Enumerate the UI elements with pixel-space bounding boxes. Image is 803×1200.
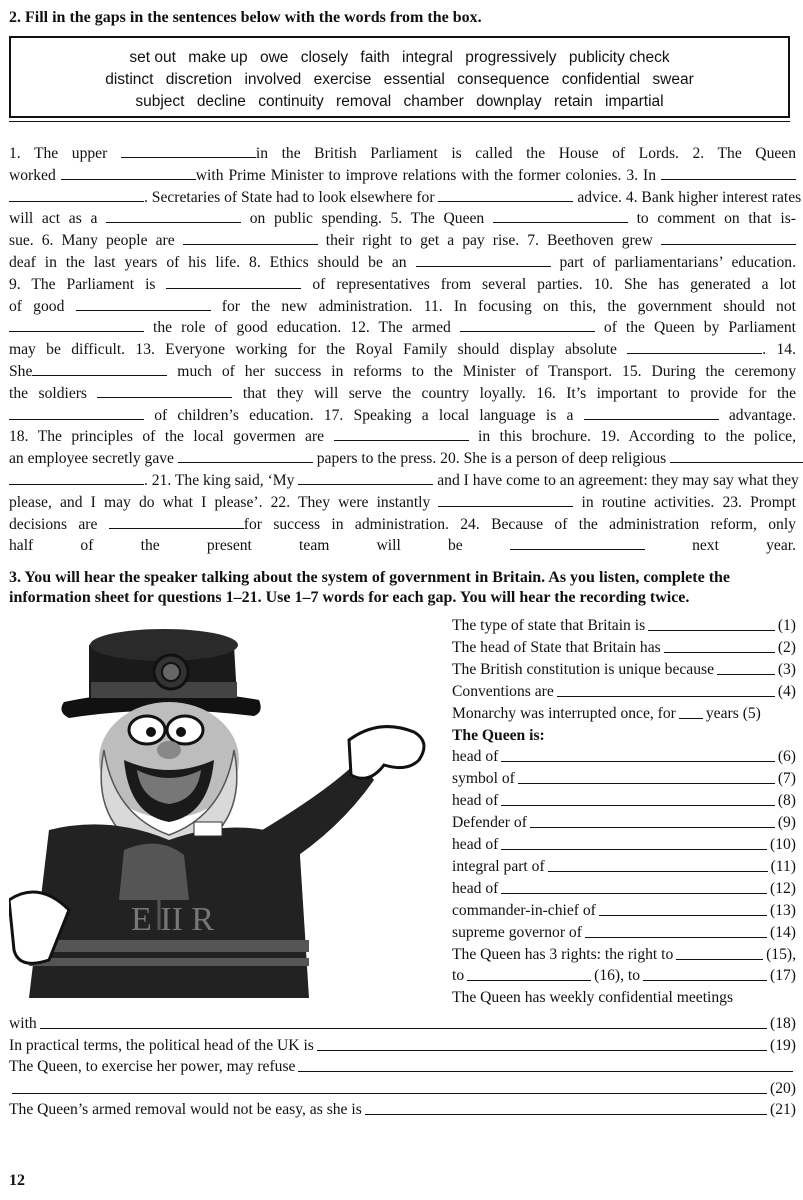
paragraph-text: part of parliamentarians’ education. [550,254,796,271]
word-box-row [11,47,788,68]
answer-gap[interactable] [416,252,551,267]
paragraph-line [9,448,796,470]
info-sheet-item [452,701,796,723]
answer-gap[interactable] [334,426,469,441]
word-item: owe [259,49,289,66]
answer-gap[interactable] [548,870,768,872]
info-sheet-label: with [9,1015,37,1032]
word-item: confidential [561,71,641,88]
paragraph-line [9,426,796,448]
question-number: (6) [777,748,796,766]
question-number: (19) [770,1036,796,1054]
answer-gap[interactable] [9,470,144,485]
info-sheet-item [452,876,796,898]
info-sheet-label: head of [452,879,499,897]
paragraph-text: an employee secretly gave [9,450,178,468]
info-sheet-label: The Queen has weekly confidential meetings [452,989,734,1007]
info-sheet-label: Defender of [452,814,527,832]
word-item: decline [196,93,246,110]
info-sheet-label: The Queen, to exercise her power, may refuse [9,1058,296,1075]
info-sheet-label: Monarchy was interrupted once, for [452,704,676,722]
info-sheet-item [452,613,796,635]
page-number: 12 [9,1172,25,1189]
paragraph-text: in routine activities. 23. Prompt [573,493,796,511]
info-sheet-label: head of [452,836,499,853]
section3-heading: 3. You will hear the speaker talking about the system of government in Britain. As you listen, complete the information sheet for questions 1–21. Use 1–7 words for each gap. You will hear the recording twice. [9,569,731,606]
question-number: (14) [770,923,796,941]
paragraph-line [9,187,802,209]
paragraph-text: please, and I may do what I please’. 22. They were instantly [9,493,439,511]
paragraph-text: the role of good education. 12. The armed [144,319,460,337]
word-item: swear [652,71,694,88]
question-number: (12) [770,879,796,897]
answer-gap[interactable] [557,695,775,697]
answer-gap[interactable] [178,448,313,463]
info-sheet-item [9,1011,796,1033]
paragraph-text: 18. The principles of the local govermen are [9,428,334,446]
info-sheet-label: The Queen is: [452,726,545,744]
word-item: set out [129,49,176,66]
question-number: (21) [770,1101,796,1118]
answer-gap[interactable] [121,143,256,158]
info-sheet-label: The Queen has 3 rights: the right to [452,945,674,963]
word-box-row [11,91,788,112]
answer-gap[interactable] [670,448,803,463]
paragraph-line [9,492,796,514]
paragraph-text: 9. The Parliament is [9,275,167,293]
paragraph-line [9,339,796,361]
paragraph-text: She [9,363,33,380]
paragraph-line [9,143,796,165]
answer-gap[interactable] [501,848,767,850]
paragraph-text: decisions are [9,515,109,533]
question-number: (15), [766,945,796,963]
paragraph-line [9,383,796,405]
paragraph-text: with Prime Minister to improve relations with the former colonies. 3. In [195,166,661,184]
info-sheet-item [9,1076,796,1098]
question-number: (4) [777,682,796,700]
paragraph-text: of children’s education. 17. Speaking a local language is a [144,406,584,424]
paragraph-text: for success in administration. 24. Because of the administration reform, only [243,515,796,533]
answer-gap[interactable] [183,230,318,245]
info-sheet-item [452,635,796,657]
paragraph-text: advice. 4. Bank higher interest rates [573,188,802,206]
paragraph-text: of good [9,297,76,315]
answer-gap[interactable] [460,317,595,332]
answer-gap[interactable] [9,405,144,420]
answer-gap[interactable] [493,208,628,223]
answer-gap[interactable] [510,535,645,550]
question-number: (10) [770,836,796,853]
answer-gap[interactable] [317,1049,767,1051]
section2-heading: 2. Fill in the gaps in the sentences below with the words from the box. [9,9,482,26]
word-item: discretion [165,71,233,88]
paragraph-text: worked [9,166,61,184]
paragraph-text: of representatives from several parties. 10. She has generated a lot [301,275,796,293]
question-number: (2) [777,638,796,656]
info-sheet-label: The Queen’s armed removal would not be easy, as she is [9,1101,362,1118]
info-sheet-label: years [705,704,739,722]
answer-gap[interactable] [679,717,703,719]
answer-gap[interactable] [76,296,211,311]
word-item: faith [360,49,390,66]
answer-gap[interactable] [585,936,767,938]
answer-gap[interactable] [97,383,232,398]
answer-gap[interactable] [106,208,241,223]
answer-gap[interactable] [438,492,573,507]
word-box [9,36,790,118]
info-sheet-item [452,788,796,810]
info-sheet-label: integral part of [452,857,545,875]
paragraph-line [9,405,796,427]
word-item: distinct [105,71,154,88]
paragraph-text: . 14. [762,341,796,359]
answer-gap[interactable] [298,470,433,485]
answer-gap[interactable] [501,892,767,894]
answer-gap[interactable] [298,1070,793,1072]
answer-gap[interactable] [166,274,301,289]
word-item: integral [402,49,453,66]
answer-gap[interactable] [109,514,244,529]
word-item: downplay [476,93,542,110]
paragraph-text: in this brochure. 19. According to the police, [468,428,796,446]
word-item: retain [553,93,593,110]
answer-gap[interactable] [717,673,775,675]
paragraph-text: half of the present team will be [9,537,510,555]
info-sheet-item [452,810,796,832]
paragraph-text: their right to get a pay rise. 7. Beethoven grew [317,232,661,250]
info-sheet-label: (16), to [594,967,641,985]
info-sheet-item [452,832,796,854]
paragraph-text: advantage. [718,406,796,424]
paragraph-text: will act as a [9,210,107,228]
info-sheet-item [9,1033,796,1055]
answer-gap[interactable] [643,979,767,981]
paragraph-line [9,252,796,274]
answer-gap[interactable] [438,187,573,202]
paragraph-text: the soldiers [9,384,98,402]
info-sheet-item [452,963,796,985]
paragraph-text: may be difficult. 13. Everyone working for the Royal Family should display absolute [9,341,628,359]
answer-gap[interactable] [467,979,591,981]
word-item: publicity check [568,49,670,66]
info-sheet-label: supreme governor of [452,923,582,941]
word-item: essential [383,71,445,88]
word-item: subject [135,93,185,110]
word-item: removal [336,93,392,110]
info-sheet-item [452,898,796,920]
question-number: (7) [777,770,796,788]
question-number: (3) [777,660,796,678]
question-number: (9) [777,814,796,832]
answer-gap[interactable] [501,760,774,762]
paragraph-text: that they will serve the country loyally. 16. It’s important to provide for the [232,384,796,402]
question-number: (17) [770,967,796,985]
answer-gap[interactable] [661,230,796,245]
answer-gap[interactable] [365,1113,767,1115]
answer-gap[interactable] [676,958,763,960]
paragraph-text: deaf in the last years of his life. 8. Ethics should be an [9,254,416,271]
question-number: (13) [770,901,796,919]
answer-gap[interactable] [32,361,167,376]
info-sheet-item [9,1054,796,1076]
info-sheet-label: In practical terms, the political head of the UK is [9,1036,314,1054]
question-number: (8) [777,792,796,810]
word-item: closely [300,49,349,66]
paragraph-line [9,230,796,252]
info-sheet-label: to [452,967,465,985]
answer-gap[interactable] [661,165,796,180]
answer-gap[interactable] [9,187,144,202]
answer-gap[interactable] [61,165,196,180]
answer-gap[interactable] [627,339,762,354]
paragraph-text: to comment on that is- [627,210,796,228]
paragraph-line [9,165,796,187]
paragraph-text: in the British Parliament is called the House of Lords. 2. The Queen [255,145,797,162]
word-item: make up [188,49,248,66]
info-sheet-item [452,766,796,788]
question-number: (20) [770,1079,796,1097]
info-sheet-item [452,723,796,745]
info-sheet-item [9,1097,796,1119]
paragraph-text: 1. The upper [9,145,121,162]
paragraph-text: of the Queen by Parliament [594,319,796,337]
info-sheet-label: commander-in-chief of [452,901,596,919]
word-item: impartial [605,93,664,110]
word-box-row [11,69,788,90]
paragraph-line [9,361,796,383]
info-sheet-item [452,744,796,766]
question-number: (1) [777,617,796,634]
paragraph-text: and I have come to an agreement: they may say what they [433,472,799,489]
cypher-text: E II R [131,901,215,938]
paragraph-line [9,274,796,296]
info-sheet-item [452,942,796,964]
answer-gap[interactable] [599,914,767,916]
question-number: (5) [742,704,761,722]
answer-gap[interactable] [12,1092,767,1094]
info-sheet-item [452,679,796,701]
paragraph-line [9,470,799,492]
paragraph-line [9,514,796,536]
paragraph-text: . 21. The king said, ‘My [144,472,299,489]
paragraph-line [9,535,796,557]
word-item: involved [244,71,302,88]
paragraph-line [9,208,796,230]
info-sheet-label: symbol of [452,770,515,788]
answer-gap[interactable] [530,826,775,828]
answer-gap[interactable] [501,804,774,806]
question-number: (18) [770,1015,796,1032]
info-sheet-item [452,985,796,1007]
paragraph-text: papers to the press. 20. She is a person of deep religious [312,450,671,468]
paragraph-text: for the new administration. 11. In focusing on this, the government should not [210,297,796,315]
paragraph-text: on public spending. 5. The Queen [241,210,493,228]
paragraph-text: . Secretaries of State had to look elsewhere for [144,188,439,206]
info-sheet-label: head of [452,748,499,766]
paragraph-text: sue. 6. Many people are [9,232,183,250]
word-item: progressively [465,49,557,66]
beefeater-illustration [9,600,439,998]
info-sheet-label: The type of state that Britain is [452,617,646,634]
info-sheet-item [452,920,796,942]
paragraph-line [9,296,796,318]
info-sheet-label: The British constitution is unique because [452,660,715,678]
answer-gap[interactable] [40,1027,767,1029]
answer-gap[interactable] [584,405,719,420]
info-sheet-label: The head of State that Britain has [452,638,661,656]
answer-gap[interactable] [518,782,775,784]
question-number: (11) [770,857,796,875]
answer-gap[interactable] [648,629,775,631]
word-item: consequence [457,71,550,88]
paragraph-text: much of her success in reforms to the Minister of Transport. 15. During the ceremony [167,363,796,380]
paragraph-text: next year. [644,537,796,555]
section-divider [9,121,790,122]
info-sheet-item [452,854,796,876]
info-sheet-label: head of [452,792,499,810]
word-item: exercise [313,71,372,88]
word-item: chamber [403,93,464,110]
info-sheet-label: Conventions are [452,682,554,700]
answer-gap[interactable] [9,317,144,332]
paragraph-line [9,317,796,339]
word-item: continuity [258,93,324,110]
answer-gap[interactable] [664,651,775,653]
info-sheet-item [452,657,796,679]
